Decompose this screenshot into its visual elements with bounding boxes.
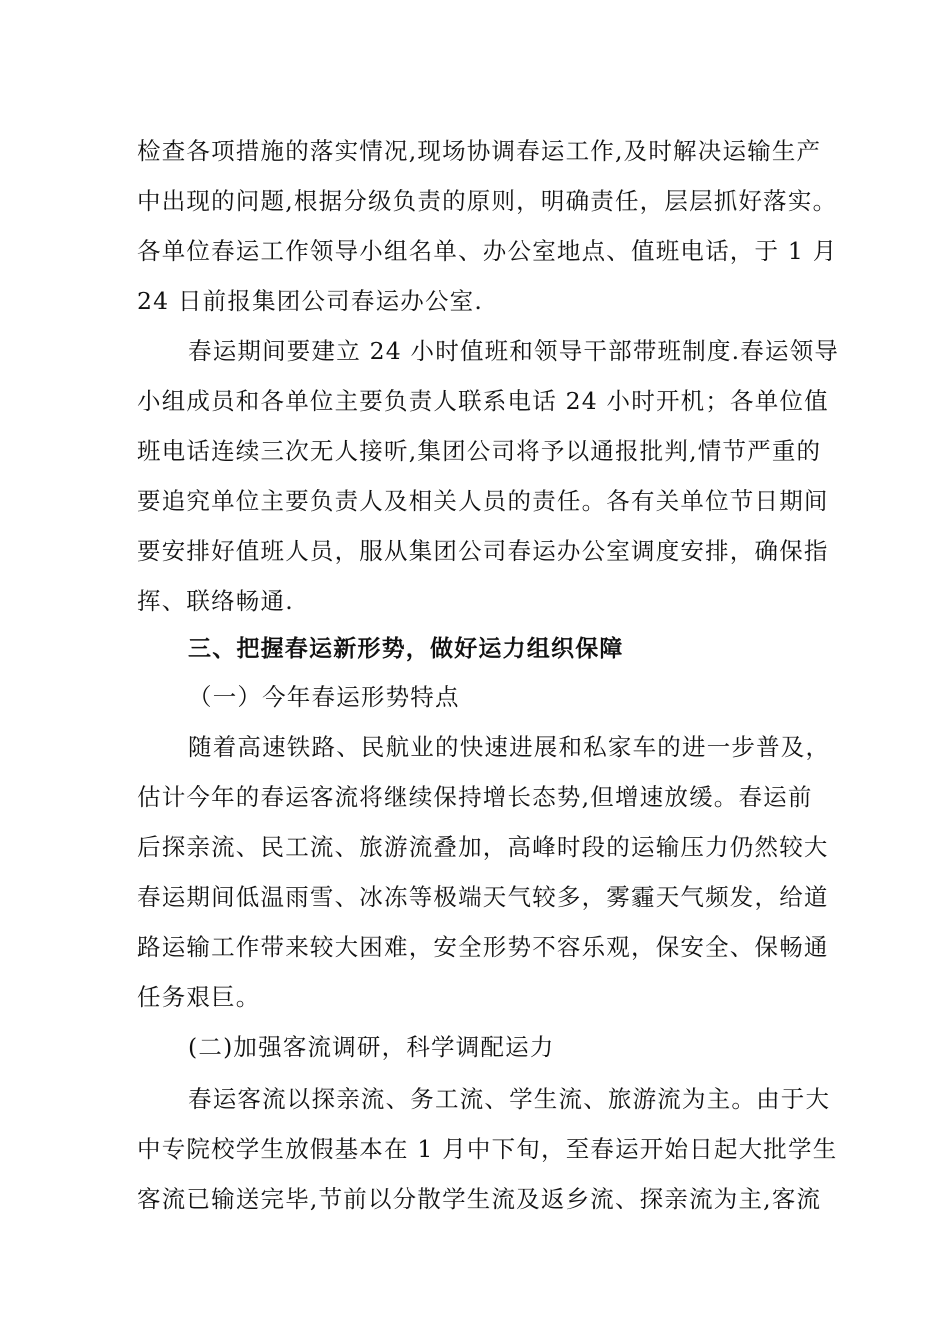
paragraph-line: 中专院校学生放假基本在 1 月中下旬，至春运开始日起大批学生	[137, 1135, 838, 1163]
paragraph-line: 要追究单位主要负责人及相关人员的责任。各有关单位节日期间	[137, 487, 829, 515]
paragraph-line: 各单位春运工作领导小组名单、办公室地点、值班电话，于 1 月	[137, 237, 838, 265]
paragraph-line: 中出现的问题,根据分级负责的原则，明确责任，层层抓好落实。	[137, 187, 838, 215]
paragraph-line: 班电话连续三次无人接听,集团公司将予以通报批判,情节严重的	[137, 437, 822, 465]
paragraph-line: 任务艰巨。	[137, 983, 261, 1011]
paragraph-line: 要安排好值班人员，服从集团公司春运办公室调度安排，确保指	[137, 537, 829, 565]
paragraph-line: 小组成员和各单位主要负责人联系电话 24 小时开机；各单位值	[137, 387, 829, 415]
paragraph-line: 随着高速铁路、民航业的快速进展和私家车的进一步普及，	[188, 733, 831, 761]
paragraph-line: 路运输工作带来较大困难，安全形势不容乐观，保安全、保畅通	[137, 933, 829, 961]
paragraph-line: 后探亲流、民工流、旅游流叠加，高峰时段的运输压力仍然较大	[137, 833, 829, 861]
paragraph-line: 24 日前报集团公司春运办公室.	[137, 287, 484, 315]
paragraph-line: 检查各项措施的落实情况,现场协调春运工作,及时解决运输生产	[137, 137, 822, 165]
paragraph-line: 春运客流以探亲流、务工流、学生流、旅游流为主。由于大	[188, 1085, 831, 1113]
subsection-heading: （一）今年春运形势特点	[188, 683, 460, 711]
paragraph-line: 客流已输送完毕,节前以分散学生流及返乡流、探亲流为主,客流	[137, 1185, 822, 1213]
paragraph-line: 估计今年的春运客流将继续保持增长态势,但增速放缓。春运前	[137, 783, 813, 811]
paragraph-line: 挥、联络畅通.	[137, 587, 294, 615]
paragraph-line: 春运期间要建立 24 小时值班和领导干部带班制度.春运领导	[188, 337, 840, 365]
paragraph-line: 春运期间低温雨雪、冰冻等极端天气较多，雾霾天气频发，给道	[137, 883, 829, 911]
section-heading: 三、把握春运新形势，做好运力组织保障	[188, 636, 624, 662]
subsection-heading: (二)加强客流调研，科学调配运力	[188, 1033, 555, 1061]
